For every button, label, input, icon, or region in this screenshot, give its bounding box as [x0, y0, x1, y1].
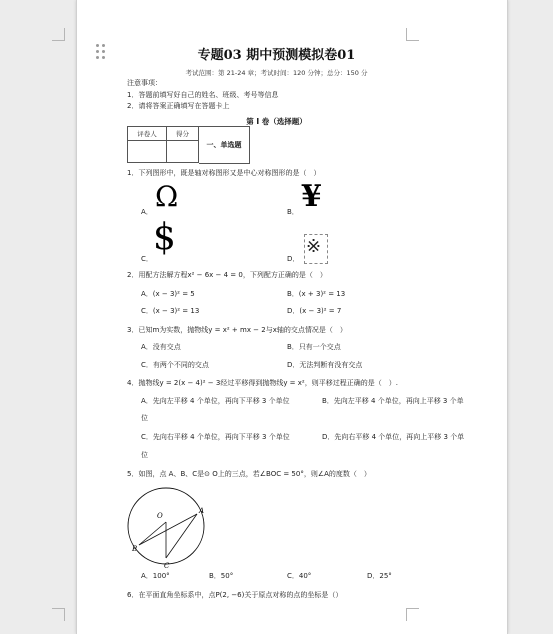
q4-option-a: A．先向左平移 4 个单位，再向下平移 3 个单位 [141, 397, 290, 405]
exam-info: 考试范围：第 21-24 章；考试时间：120 分钟；总分：150 分 [185, 69, 368, 77]
yen-symbol-icon: ¥ [301, 179, 322, 214]
score-table-header-score: 得分 [167, 127, 199, 141]
q3-option-d: D．无法判断有没有交点 [287, 361, 363, 369]
q4-option-c: C．先向右平移 4 个单位，再向下平移 3 个单位 [141, 433, 290, 441]
score-table [127, 126, 199, 163]
q3-option-a: A．没有交点 [141, 343, 181, 351]
q1-option-c-label: C． [141, 255, 153, 263]
margin-corner-mark [406, 608, 419, 621]
score-table-cell[interactable] [128, 141, 167, 163]
q4-option-d-wrap: 位 [141, 451, 148, 459]
part-label: 一、单选题 [199, 126, 250, 164]
reference-mark-symbol-icon: ※ [306, 236, 322, 257]
figure-label-o: O [157, 512, 163, 520]
score-table-header-grader: 评卷人 [128, 127, 167, 141]
dollar-symbol-icon: $ [153, 217, 176, 258]
q1-option-b-label: B． [287, 208, 299, 216]
q4-option-b-wrap: 位 [141, 414, 148, 422]
q3-option-c: C．有两个不同的交点 [141, 361, 209, 369]
notes-title: 注意事项： [127, 79, 162, 87]
q2-option-d: D．(x − 3)² = 7 [287, 307, 342, 315]
circle-figure [120, 484, 220, 574]
question-1-stem: 1．下列图形中，既是轴对称图形又是中心对称图形的是（ ） [127, 169, 321, 177]
figure-label-a: A [199, 507, 205, 515]
q2-option-a: A．(x − 3)² = 5 [141, 290, 195, 298]
q4-option-d: D．先向右平移 4 个单位，再向上平移 3 个单 [322, 433, 465, 441]
q1-option-d-label: D． [287, 255, 300, 263]
margin-corner-mark [406, 28, 419, 41]
figure-label-b: B [132, 545, 138, 553]
q5-option-b: B．50° [209, 572, 234, 580]
section-title: 第 I 卷（选择题） [246, 117, 307, 126]
q3-option-b: B．只有一个交点 [287, 343, 341, 351]
margin-corner-mark [52, 608, 65, 621]
margin-corner-mark [52, 28, 65, 41]
question-2-stem: 2．用配方法解方程x² − 6x − 4 = 0，下列配方正确的是（ ） [127, 271, 327, 279]
question-4-stem: 4．抛物线y = 2(x − 4)² − 3经过平移得到抛物线y = x²，则平移过程正确的是（ ）. [127, 379, 398, 387]
q4-option-b: B．先向左平移 4 个单位，再向上平移 3 个单 [322, 397, 464, 405]
q2-option-c: C．(x − 3)² = 13 [141, 307, 200, 315]
note-item: 1．答题前填写好自己的姓名、班级、考号等信息 [127, 91, 279, 99]
score-table-cell[interactable] [167, 141, 199, 163]
q1-option-a-label: A． [141, 208, 153, 216]
figure-label-c: C [164, 562, 170, 570]
q5-option-d: D．25° [367, 572, 392, 580]
question-6-stem: 6．在平面直角坐标系中，点P(2, −6)关于原点对称的点的坐标是（） [127, 591, 343, 599]
q5-option-a: A．100° [141, 572, 170, 580]
omega-symbol-icon: Ω [155, 180, 179, 213]
q5-option-c: C．40° [287, 572, 312, 580]
q2-option-b: B．(x + 3)² = 13 [287, 290, 346, 298]
note-item: 2．请将答案正确填写在答题卡上 [127, 102, 230, 110]
question-5-stem: 5．如图，点 A、B、C是⊙ O上的三点，若∠BOC = 50°，则∠A的度数（ ） [127, 470, 371, 478]
question-3-stem: 3．已知m为实数，抛物线y = x² + mx − 2与x轴的交点情况是（ ） [127, 326, 347, 334]
document-title: 专题03 期中预测模拟卷01 [197, 48, 356, 63]
